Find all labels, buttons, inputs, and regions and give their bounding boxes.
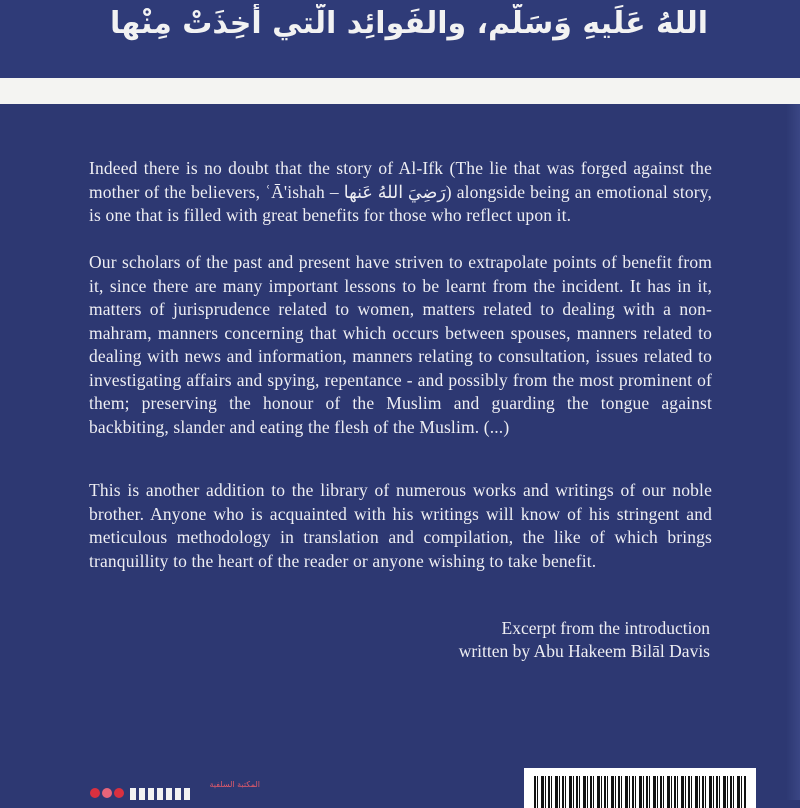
- paragraph-2: Our scholars of the past and present have striven to extrapolate points of benefit from it, since there are many important lessons to be learnt from the incident. It has in it, matters of jurisprudence related to women, matters related to dealing with a non-mahram, manners concerning that which occurs between spouses, manners related to dealing with news and information, manners relating to consultation, issues related to investigating affairs and spying, repentance - and possibly from the most prominent of them; preserving the honour of the Muslim and guarding the tongue against backbiting, slander and eating the flesh of the Muslim. (...): [89, 252, 712, 437]
- credit-line-2: written by Abu Hakeem Bilāl Davis: [458, 641, 710, 661]
- paragraph-3: This is another addition to the library of numerous works and writings of our noble brother. Anyone who is acquainted with his writings will know of his stringent and meticulous methodology in translation and compilation, the like of which brings tranquillity to the heart of the reader or anyone wishing to take benefit.: [89, 480, 712, 571]
- white-stripe: [0, 78, 800, 104]
- publisher-arabic-name: المكتبة السلفية: [209, 780, 260, 789]
- paragraph-1: Indeed there is no doubt that the story of Al-Ifk (The lie that was forged against the mother of the believers, ʿĀ'ishah – رَضِيَ اللهُ عَنها) alongside being an emotional story, is one that is filled with great benefits for those who reflect upon it.: [89, 158, 712, 225]
- cover-edge: [786, 104, 800, 800]
- barcode-bars-icon: [534, 776, 746, 808]
- credit-line-1: Excerpt from the introduction: [501, 618, 710, 638]
- barcode: [524, 768, 756, 808]
- arabic-title: اللهُ عَلَيهِ وَسَلَّم، والفَوائِد الَّتي أُخِذَتْ مِنْها: [109, 6, 708, 41]
